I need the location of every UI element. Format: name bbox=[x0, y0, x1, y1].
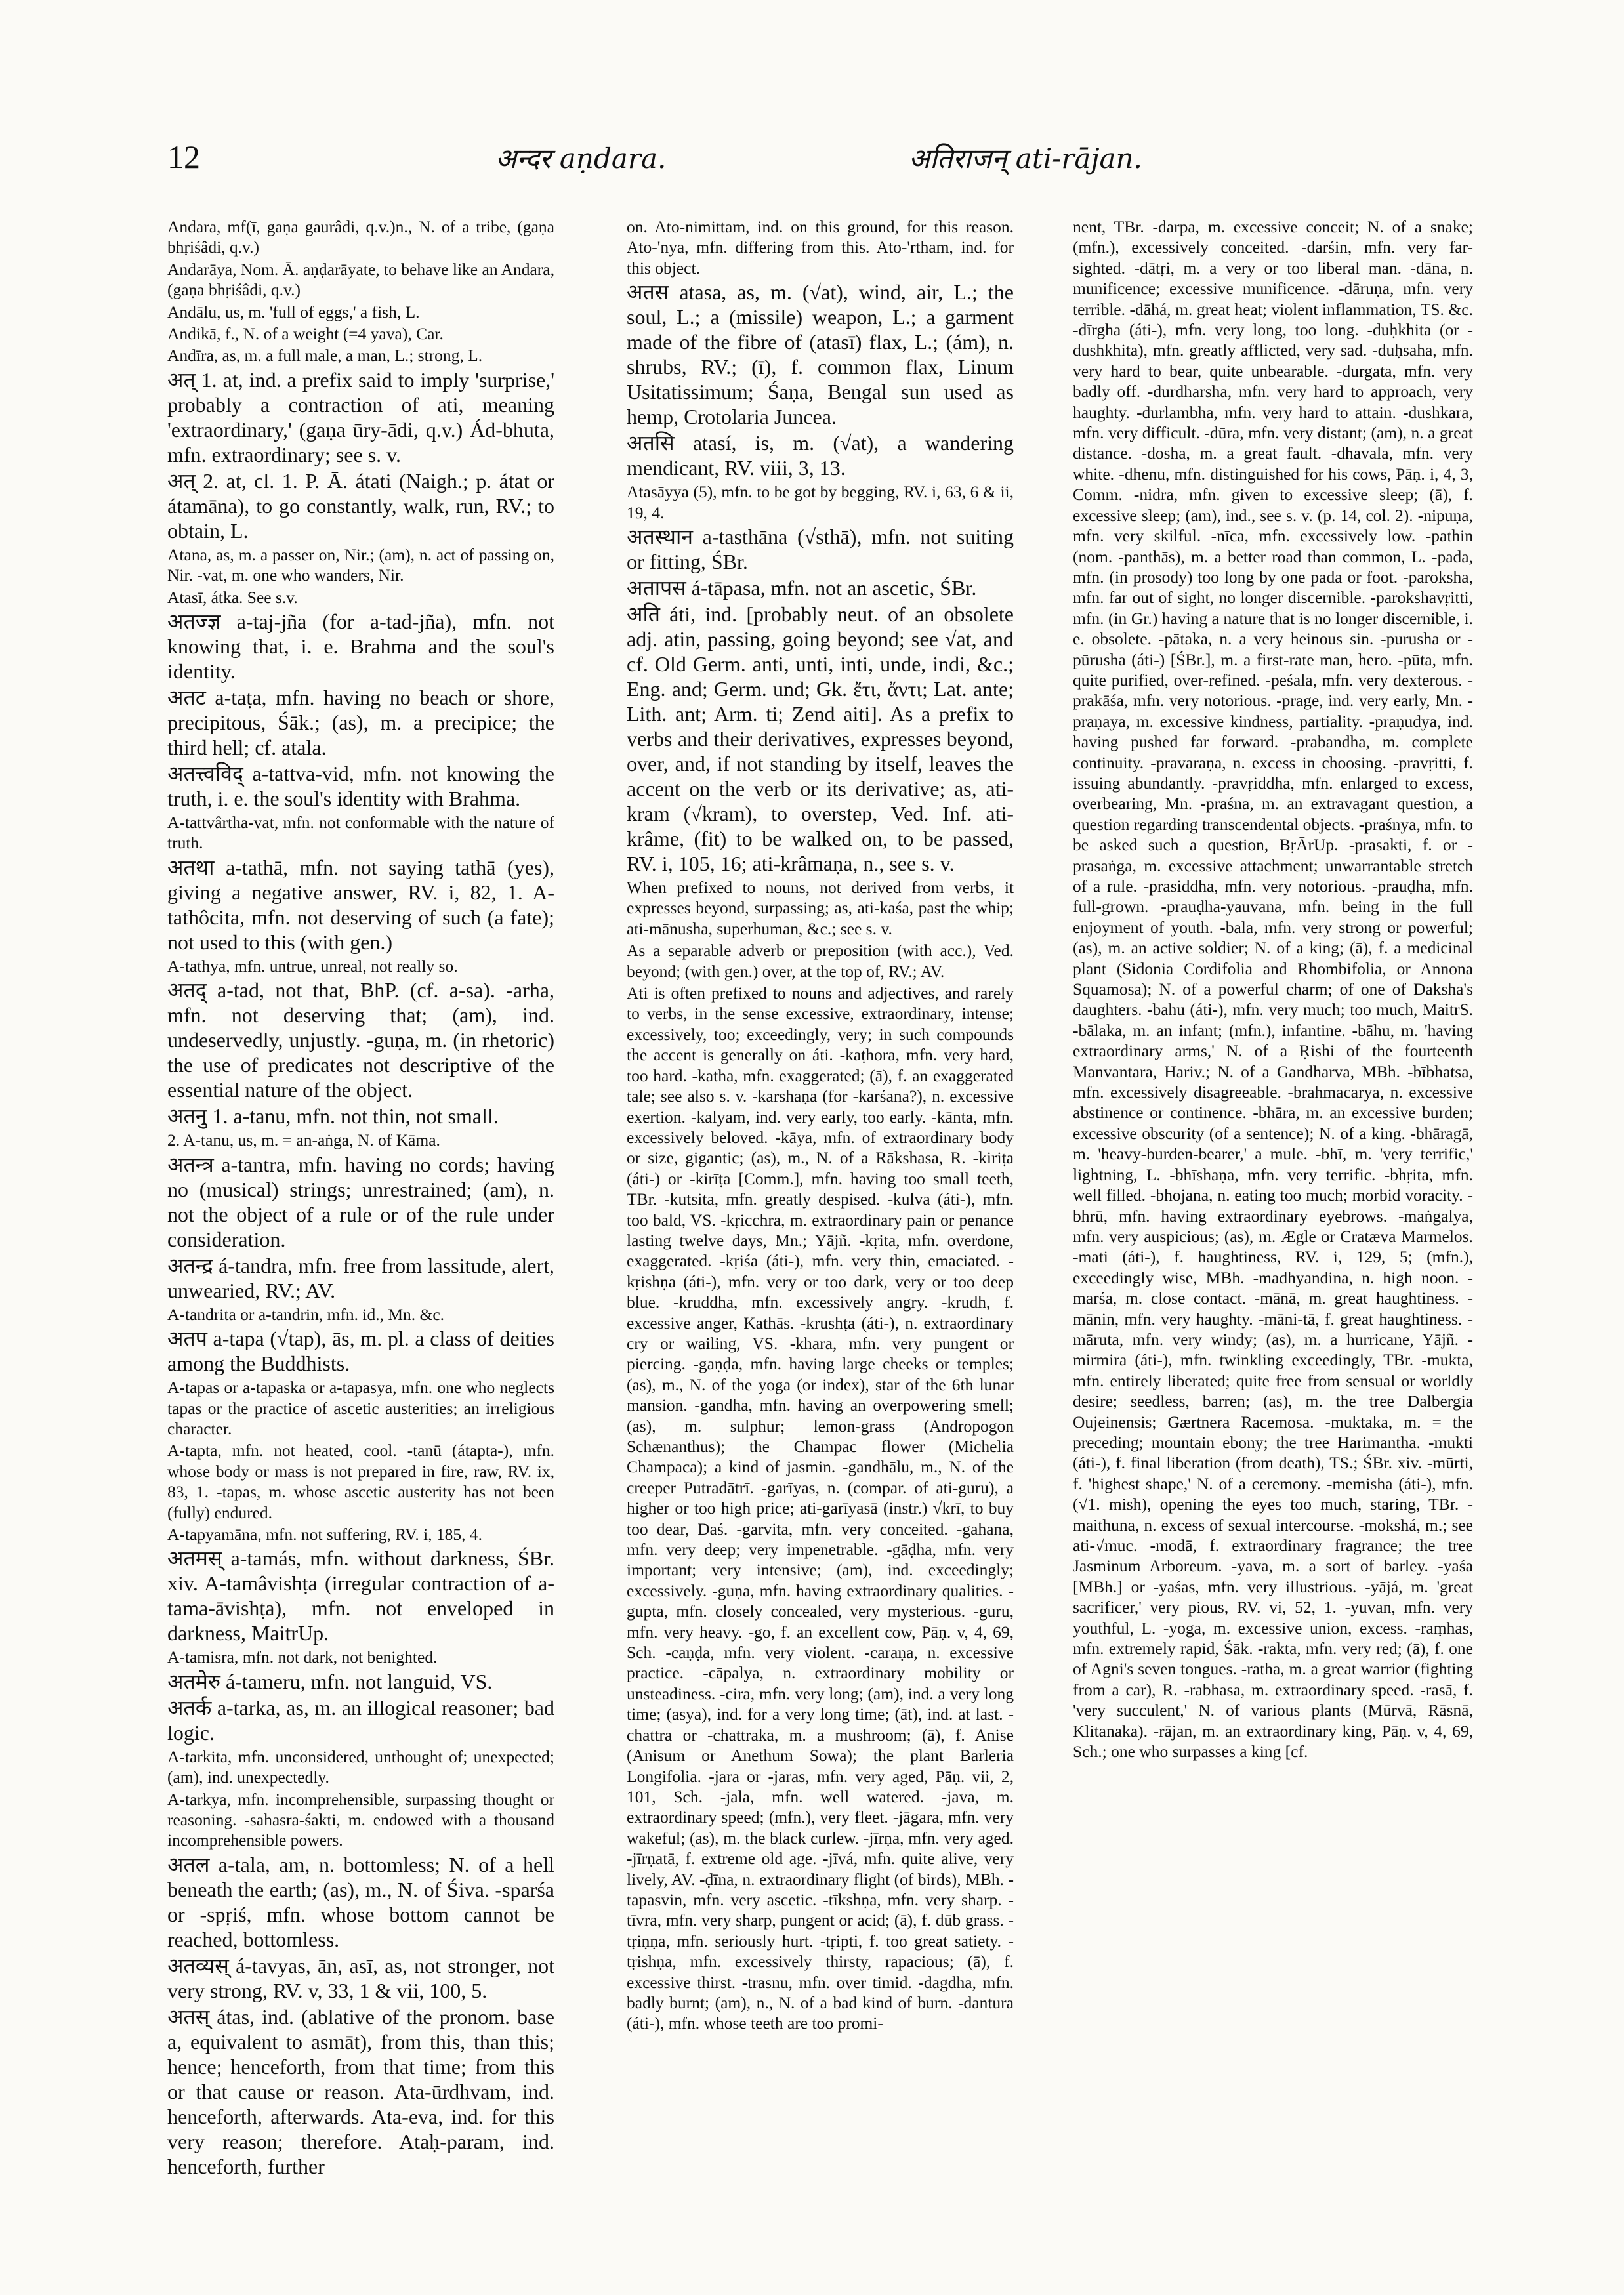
dictionary-entry: A-tarkita, mfn. unconsidered, unthought of; unexpected; (am), ind. unexpectedly. bbox=[167, 1747, 554, 1787]
dictionary-entry: A-tarkya, mfn. incomprehensible, surpassing thought or reasoning. -sahasra-śakti, m. endowed with a thousand incomprehensible powers. bbox=[167, 1789, 554, 1850]
dictionary-entry: अतमस् a-tamás, mfn. without darkness, ŚBr. xiv. A-tamâvishṭa (irregular contraction of a-tama-āvishṭa), mfn. not enveloped in darkness, MaitrUp. bbox=[167, 1546, 554, 1645]
dictionary-entry: Andālu, us, m. 'full of eggs,' a fish, L. bbox=[167, 302, 420, 321]
column-1 bbox=[167, 217, 554, 2264]
dictionary-entry: अतथा a-tathā, mfn. not saying tathā (yes), giving a negative answer, RV. i, 82, 1. A-tathôcita, mfn. not deserving of such (a fate); not used to this (with gen.) bbox=[167, 855, 554, 954]
dictionary-entry: अतल a-tala, am, n. bottomless; N. of a hell beneath the earth; (as), m., N. of Śiva. -sparśa or -spṛiś, mfn. whose bottom cannot be reached, bottomless. bbox=[167, 1852, 554, 1951]
dictionary-entry: When prefixed to nouns, not derived from verbs, it expresses beyond, surpassing; as, ati-kaśa, past the whip; ati-mānusha, superhuman, &c.; see s. v. bbox=[627, 878, 1014, 938]
dictionary-entry: Andikā, f., N. of a weight (=4 yava), Car. bbox=[167, 324, 444, 344]
dictionary-entry: A-tamisra, mfn. not dark, not benighted. bbox=[167, 1647, 438, 1667]
dictionary-entry: अतस atasa, as, m. (√at), wind, air, L.; the soul, L.; a (missile) weapon, L.; a garment made of the fibre of (atasī) flax, L.; (ám), n. shrubs, RV.; (ī), f. common flax, Linum Usitatissimum; Śaṇa, Bengal sun used as hemp, Crotolaria Juncea. bbox=[627, 280, 1014, 429]
dictionary-entry: अतर्क a-tarka, as, m. an illogical reasoner; bad logic. bbox=[167, 1695, 554, 1745]
dictionary-entry: Andara, mf(ī, gaṇa gaurâdi, q.v.)n., N. of a tribe, (gaṇa bhṛiśâdi, q.v.) bbox=[167, 217, 554, 257]
dictionary-entry: Ati is often prefixed to nouns and adjectives, and rarely to verbs, in the sense excessive, extraordinary, intense; excessively, too; exceedingly, very; in such compounds the accent is generally on áti. -kaṭhora, mfn. very hard, too hard. -katha, mfn. exaggerated; (ā), f. an exaggerated tale; see also s. v. -karshaṇa (for -karśana?), n. excessive exertion. -kalyam, ind. very early, too early. -kānta, mfn. excessively beloved. -kāya, mfn. of extraordinary body or size, gigantic; (as), m., N. of a Rākshasa, R. -kiriṭa (áti-) or -kirīṭa [Comm.], mfn. having too small teeth, TBr. -kutsita, mfn. greatly despised. -kulva (áti-), mfn. too bald, VS. -kṛicchra, m. extraordinary pain or penance lasting twelve days, Mn.; Yājñ. -kṛita, mfn. overdone, exaggerated. -kṛiśa (áti-), mfn. very thin, emaciated. -kṛishṇa (áti-), mfn. very or too dark, very or too deep blue. -kruddha, mfn. excessively angry. -krudh, f. excessive anger, Kathās. -krushṭa (áti-), n. extraordinary cry or wailing, VS. -khara, mfn. very pungent or piercing. -gaṇḍa, mfn. having large cheeks or temples; (as), m., N. of the yoga (or index), star of the 6th lunar mansion. -gandha, mfn. having an overpowering smell; (as), m. sulphur; lemon-grass (Andropogon Schænanthus); the Champac flower (Michelia Champaca); a kind of jasmin. -gandhālu, m., N. of the creeper Putradātrī. -garīyas, n. (compar. of ati-guru), a higher or too high price; ati-garīyasā (instr.) √krī, to buy too dear, Daś. -garvita, mfn. very conceited. -gahana, mfn. very deep; very impenetrable. -gāḍha, mfn. very important; very intensive; (am), ind. exceedingly; excessively. -guṇa, mfn. having extraordinary qualities. -gupta, mfn. closely concealed, very mysterious. -guru, mfn. very heavy. -go, f. an excellent cow, Pāṇ. v, 4, 69, Sch. -caṇḍa, mfn. very violent. -caraṇa, n. excessive practice. -cāpalya, n. extraordinary mobility or unsteadiness. -cira, mfn. very long; (am), ind. a very long time; (asya), ind. for a very long time; (āt), ind. at last. -chattra or -chattraka, m. a mushroom; (ā), f. Anise (Anisum or Anethum Sowa); the plant Barleria Longifolia. -jara or -jaras, mfn. very aged, Pāṇ. vii, 2, 101, Sch. -jala, mfn. well watered. -java, m. extraordinary speed; (mfn.), very fleet. -jāgara, mfn. very wakeful; (as), m. the black curlew. -jīrṇa, mfn. very aged. -jīrṇatā, f. extreme old age. -jīvá, mfn. quite alive, very lively, AV. -ḍīna, n. extraordinary flight (of birds), MBh. -tapasvin, mfn. very ascetic. -tīkshṇa, mfn. very sharp. -tīvra, mfn. very sharp, pungent or acid; (ā), f. dūb grass. -tṛiṇṇa, mfn. seriously hurt. -tṛipti, f. too great satiety. -tṛishṇa, mfn. excessively thirsty, rapacious; (ā), f. excessive thirst. -trasnu, mfn. over timid. -dagdha, mfn. badly burnt; (am), n., N. of a bad kind of burn. -dantura (áti-), mfn. whose teeth are too promi- bbox=[627, 983, 1014, 2033]
dictionary-entry: अतसि atasí, is, m. (√at), a wandering mendicant, RV. viii, 3, 13. bbox=[627, 431, 1014, 480]
dictionary-entry: Andarāya, Nom. Ā. aṇḍarāyate, to behave like an Andara, (gaṇa bhṛiśâdi, q.v.) bbox=[167, 259, 554, 300]
dictionary-entry: As a separable adverb or preposition (with acc.), Ved. beyond; (with gen.) over, at the top of, RV.; AV. bbox=[627, 941, 1014, 981]
dictionary-entry: A-tandrita or a-tandrin, mfn. id., Mn. &c. bbox=[167, 1304, 445, 1324]
dictionary-entry: on. Ato-nimittam, ind. on this ground, for this reason. Ato-'nya, mfn. differing from this. Ato-'rtham, ind. for this object. bbox=[627, 217, 1014, 278]
dictionary-entry: Andīra, as, m. a full male, a man, L.; strong, L. bbox=[167, 346, 483, 365]
column-2 bbox=[627, 217, 1014, 2264]
dictionary-entry: अत् 2. at, cl. 1. P. Ā. átati (Naigh.; p. átat or átamāna), to go constantly, walk, run, RV.; to obtain, L. bbox=[167, 468, 554, 543]
columns bbox=[167, 217, 1480, 2270]
dictionary-entry: अतनु 1. a-tanu, mfn. not thin, not small. bbox=[167, 1104, 499, 1128]
dictionary-entry: अति áti, ind. [probably neut. of an obsolete adj. atin, passing, going beyond; see √at, and cf. Old Germ. anti, unti, inti, unde, indi, &c.; Eng. and; Germ. und; Gk. ἔτι, ἄντι; Lat. ante; Lith. ant; Arm. ti; Zend aiti]. As a prefix to verbs and their derivatives, expresses beyond, over, and, if not standing by itself, leaves the accent on the verb or its derivative; as, ati-kram (√kram), to overstep, Ved. Inf. ati-krâme, (fit) to be walked on, to be passed, RV. i, 105, 16; ati-krâmaṇa, n., see s. v. bbox=[627, 602, 1014, 876]
dictionary-entry: A-tathya, mfn. untrue, unreal, not really so. bbox=[167, 956, 458, 976]
dictionary-entry: अतमेरु á-tameru, mfn. not languid, VS. bbox=[167, 1669, 493, 1693]
dictionary-entry: A-tapas or a-tapaska or a-tapasya, mfn. one who neglects tapas or the practice of ascetic austerities; an irreligious character. bbox=[167, 1378, 554, 1438]
dictionary-entry: Atasāyya (5), mfn. to be got by begging, RV. i, 63, 6 & ii, 19, 4. bbox=[627, 482, 1014, 522]
dictionary-entry: अत् 1. at, ind. a prefix said to imply 'surprise,' probably a contraction of ati, meaning 'extraordinary,' (gaṇa ūry-ādi, q.v.) Ád-bhuta, mfn. extraordinary; see s. v. bbox=[167, 367, 554, 466]
dictionary-entry: A-tapta, mfn. not heated, cool. -tanū (átapta-), mfn. whose body or mass is not prepared in fire, raw, RV. ix, 83, 1. -tapas, m. whose ascetic austerity has not been (fully) endured. bbox=[167, 1441, 554, 1522]
dictionary-entry: अतस्थान a-tasthāna (√sthā), mfn. not suiting or fitting, ŚBr. bbox=[627, 525, 1014, 574]
dictionary-entry: A-tattvârtha-vat, mfn. not conformable with the nature of truth. bbox=[167, 813, 554, 853]
dictionary-entry: 2. A-tanu, us, m. = an-aṅga, N. of Kāma. bbox=[167, 1130, 440, 1150]
dictionary-entry: अतद् a-tad, not that, BhP. (cf. a-sa). -arha, mfn. not deserving that; (am), ind. undeservedly, unjustly. -guṇa, m. (in rhetoric) the use of predicates not descriptive of the essential nature of the object. bbox=[167, 978, 554, 1102]
dictionary-entry: अतप a-tapa (√tap), ās, m. pl. a class of deities among the Buddhists. bbox=[167, 1327, 554, 1376]
right-guide-word: अतिराजन् ati-rājan. bbox=[909, 142, 1142, 175]
dictionary-entry: अतस् átas, ind. (ablative of the pronom. base a, equivalent to asmāt), from this, than this; hence; henceforth, from that time; from this or that cause or reason. Ata-ūrdhvam, ind. henceforth, afterwards. Ata-eva, ind. for this very reason; therefore. Ataḥ-param, ind. henceforth, further bbox=[167, 2004, 554, 2178]
column-3 bbox=[1073, 217, 1473, 2264]
page-number: 12 bbox=[167, 138, 200, 175]
dictionary-entry: अतव्यस् á-tavyas, ān, asī, as, not stronger, not very strong, RV. v, 33, 1 & vii, 100, 5. bbox=[167, 1953, 554, 2002]
dictionary-entry: Atasī, átka. See s.v. bbox=[167, 587, 298, 607]
dictionary-entry: A-tapyamāna, mfn. not suffering, RV. i, 185, 4. bbox=[167, 1524, 483, 1544]
dictionary-entry: nent, TBr. -darpa, m. excessive conceit; N. of a snake; (mfn.), excessively conceited. -darśin, mfn. very far-sighted. -dātṛi, m. a very or too liberal man. -dāna, n. munificence; excessive munificence. -dāruṇa, mfn. very terrible. -dāhá, m. great heat; violent inflammation, TS. &c. -dīrgha (áti-), mfn. very long, too long. -duḥkhita (or -dushkhita), mfn. greatly afflicted, very sad. -duḥsaha, mfn. very hard to bear, quite unbearable. -durgata, mfn. very badly off. -durdharsha, mfn. very hard to approach, very haughty. -durlambha, mfn. very hard to attain. -dushkara, mfn. very difficult. -dūra, mfn. very distant; (am), n. a great distance. -dosha, m. a great fault. -dhavala, mfn. very white. -dhenu, mfn. distinguished for his cows, Pāṇ. i, 4, 3, Comm. -nidra, mfn. given to excessive sleep; (ā), f. excessive sleep; (am), ind., see s. v. (p. 14, col. 2). -nipuṇa, mfn. very skilful. -nīca, mfn. excessively low. -pathin (nom. -panthās), m. a better road than common, L. -pada, mfn. (in prosody) too long by one pada or foot. -paroksha, mfn. far out of sight, no longer discernible. -parokshavṛitti, mfn. (in Gr.) having a nature that is no longer discernible, i. e. obsolete. -pātaka, n. a very heinous sin. -purusha or -pūrusha (áti-) [ŚBr.], m. a first-rate man, hero. -pūta, mfn. quite purified, over-refined. -peśala, mfn. very dexterous. -prakāśa, mfn. very notorious. -prage, ind. very early, Mn. -praṇaya, m. excessive kindness, partiality. -praṇudya, ind. having pushed far forward. -prabandha, m. complete continuity. -pravaraṇa, n. excess in choosing. -pravṛitti, f. issuing abundantly. -pravṛiddha, mfn. enlarged to excess, overbearing, Mn. -praśna, m. an extravagant question, a question regarding transcendental objects. -praśnya, mfn. to be asked such a question, BṛĀrUp. -prasakti, f. or -prasaṅga, m. excessive attachment; unwarrantable stretch of a rule. -prasiddha, mfn. very notorious. -prauḍha, mfn. full-grown. -prauḍha-yauvana, mfn. being in the full enjoyment of youth. -bala, mfn. very strong or powerful; (as), m. an active soldier; N. of a king; (ā), f. a medicinal plant (Sidonia Cordifolia and Rhombifolia, or Annona Squamosa); N. of a powerful charm; of one of Daksha's daughters. -bahu (áti-), mfn. very much; too much, MaitrS. -bālaka, m. an infant; (mfn.), infantine. -bāhu, m. 'having extraordinary arms,' N. of a Ṛishi of the fourteenth Manvantara, Hariv.; N. of a Gandharva, MBh. -bībhatsa, mfn. excessively disagreeable. -brahmacarya, n. excessive abstinence or continence. -bhāra, m. an excessive burden; excessive obscurity (of a sentence); N. of a king. -bhāragā, m. 'heavy-burden-bearer,' a mule. -bhī, m. 'very terrific,' lightning, L. -bhīshaṇa, mfn. very terrific. -bhṛita, mfn. well filled. -bhojana, n. eating too much; morbid voracity. -bhrū, mfn. having extraordinary eyebrows. -maṅgalya, mfn. very auspicious; (as), m. Ægle or Cratæva Marmelos. -mati (áti-), f. haughtiness, RV. i, 129, 5; (mfn.), exceedingly wise, MBh. -madhyandina, n. high noon. -marśa, m. close contact. -mānā, m. great haughtiness. -mānin, mfn. very haughty. -māni-tā, f. great haughtiness. -māruta, mfn. very windy; (as), m. a hurricane, Yājñ. -mirmira (áti-), mfn. twinkling exceedingly, TBr. -mukta, mfn. entirely liberated; quite free from sensual or worldly desire; seedless, barren; (as), m. the tree Dalbergia Oujeinensis; Gærtnera Racemosa. -muktaka, m. = the preceding; mountain ebony; the tree Harimantha. -mukti (áti-), f. final liberation (from death), TS.; ŚBr. xiv. -mūrti, f. 'highest shape,' N. of a ceremony. -memisha (áti-), mfn. (√1. mish), opening the eyes too much, staring, TBr. -maithuna, n. excess of sexual intercourse. -mokshá, m.; see ati-√muc. -modā, f. extraordinary fragrance; the tree Jasminum Arboreum. -yava, m. a sort of barley. -yaśa [MBh.] or -yaśas, mfn. very illustrious. -yājá, m. 'great sacrificer,' very pious, RV. vi, 52, 1. -yuvan, mfn. very youthful, L. -yoga, m. excessive union, excess. -raṃhas, mfn. extremely rapid, Śāk. -rakta, mfn. very red; (ā), f. one of Agni's seven tongues. -ratha, m. a great warrior (fighting from a car), R. -rabhasa, m. extraordinary speed. -rasā, f. 'very succulent,' N. of various plants (Mūrvā, Rāsnā, Klitanaka). -rājan, m. an extraordinary king, Pāṇ. v, 4, 69, Sch.; one who surpasses a king [cf. bbox=[1073, 217, 1473, 1762]
dictionary-entry: अतन्द्र á-tandra, mfn. free from lassitude, alert, unwearied, RV.; AV. bbox=[167, 1253, 554, 1302]
dictionary-entry: अतत्त्वविद् a-tattva-vid, mfn. not knowing the truth, i. e. the soul's identity with Brahma. bbox=[167, 762, 554, 811]
running-header bbox=[167, 138, 1512, 190]
dictionary-entry: अतन्त्र a-tantra, mfn. having no cords; having no (musical) strings; unrestrained; (am), n. not the object of a rule or of the rule under consideration. bbox=[167, 1152, 554, 1251]
dictionary-entry: Atana, as, m. a passer on, Nir.; (am), n. act of passing on, Nir. -vat, m. one who wanders, Nir. bbox=[167, 545, 554, 585]
dictionary-entry: अतट a-taṭa, mfn. having no beach or shore, precipitous, Śāk.; (as), m. a precipice; the third hell; cf. atala. bbox=[167, 686, 554, 760]
dictionary-entry: अतज्ज्ञ a-taj-jña (for a-tad-jña), mfn. not knowing that, i. e. Brahma and the soul's identity. bbox=[167, 610, 554, 684]
dictionary-entry: अतापस á-tāpasa, mfn. not an ascetic, ŚBr. bbox=[627, 576, 977, 600]
left-guide-word: अन्दर aṇdara. bbox=[495, 142, 667, 175]
